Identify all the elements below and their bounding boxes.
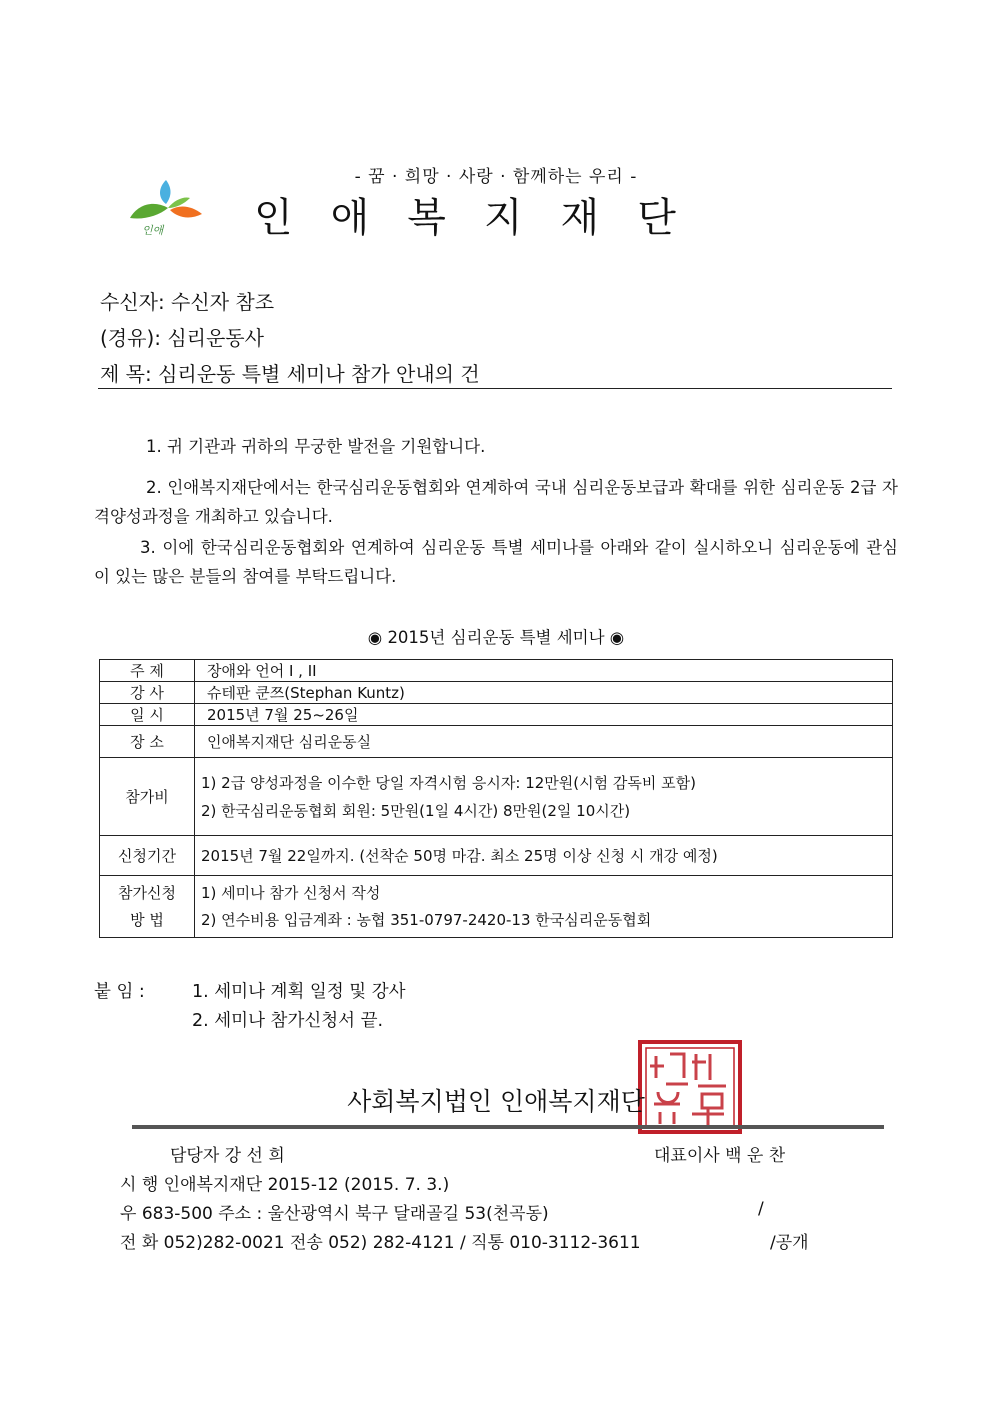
contact-person: 담당자 강 선 희	[170, 1146, 285, 1166]
period-value: 2015년 7월 22일까지. (선착순 50명 마감. 최소 25명 이상 신청 시 개강 예정)	[195, 836, 893, 876]
row-value: 인애복지재단 심리운동실	[195, 726, 893, 758]
attachment-item-1: 1. 세미나 계획 일정 및 강사	[192, 982, 406, 1002]
foundation-logo	[128, 172, 208, 242]
row-key: 일 시	[100, 704, 195, 726]
table-row-method	[100, 876, 893, 938]
fee-line-2: 2) 한국심리운동협회 회원: 5만원(1일 4시간) 8만원(2일 10시간)	[201, 801, 631, 820]
fee-key: 참가비	[100, 758, 195, 836]
row-key: 주 제	[100, 660, 195, 682]
address-separator: /	[758, 1199, 764, 1219]
recipient-line: 수신자: 수신자 참조	[100, 290, 275, 314]
seminar-heading: ◉ 2015년 심리운동 특별 세미나 ◉	[367, 628, 625, 647]
logo-leaf-blue	[160, 180, 171, 204]
subject-line: 제 목: 심리운동 특별 세미나 참가 안내의 건	[100, 362, 480, 386]
table-row-period	[100, 836, 893, 876]
header-divider	[98, 388, 892, 389]
logo-leaf-green-small	[168, 197, 190, 208]
sender-name: 사회복지법인 인애복지재단	[347, 1087, 645, 1116]
seminar-info-table	[99, 659, 893, 938]
slogan: - 꿈 · 희망 · 사랑 · 함께하는 우리 -	[354, 167, 638, 187]
method-line-1: 1) 세미나 참가 신청서 작성	[201, 883, 381, 902]
via-line: (경유): 심리운동사	[100, 326, 264, 350]
postal-address: 우 683-500 주소 : 울산광역시 북구 달래골길 53(천곡동)	[120, 1204, 549, 1224]
table-row-fee	[100, 758, 893, 836]
row-key: 강 사	[100, 682, 195, 704]
row-value: 슈테판 쿤쯔(Stephan Kuntz)	[195, 682, 893, 704]
method-key-1: 참가신청	[118, 883, 176, 902]
paragraph-3: 3. 이에 한국심리운동협회와 연계하여 심리운동 특별 세미나를 아래와 같이 실시하오니 심리운동에 관심이 있는 많은 분들의 참여를 부탁드립니다.	[94, 538, 898, 586]
paragraph-1: 1. 귀 기관과 귀하의 무궁한 발전을 기원합니다.	[146, 437, 486, 456]
row-value: 장애와 언어 I , II	[195, 660, 893, 682]
visibility-status: /공개	[770, 1233, 809, 1253]
logo-leaf-orange	[170, 207, 202, 218]
attachment-item-2: 2. 세미나 참가신청서 끝.	[192, 1011, 384, 1031]
organization-title: 인애복지재단	[254, 195, 714, 241]
table-row	[100, 726, 893, 758]
logo-leaf-green	[130, 204, 168, 219]
attachment-label: 붙 임 :	[94, 982, 145, 1002]
document-number: 시 행 인애복지재단 2015-12 (2015. 7. 3.)	[120, 1175, 450, 1195]
method-key-2: 방 법	[130, 910, 164, 929]
row-value: 2015년 7월 25~26일	[195, 704, 893, 726]
logo-text: 인애	[142, 224, 164, 237]
table-row	[100, 660, 893, 682]
paragraph-2: 2. 인애복지재단에서는 한국심리운동협회와 연계하여 국내 심리운동보급과 확대를 위한 심리운동 2급 자격양성과정을 개최하고 있습니다.	[94, 478, 898, 526]
table-row	[100, 704, 893, 726]
phone-line: 전 화 052)282-0021 전송 052) 282-4121 / 직통 010-3112-3611	[120, 1233, 641, 1253]
representative: 대표이사 백 운 찬	[654, 1146, 786, 1166]
row-key: 장 소	[100, 726, 195, 758]
footer-divider	[132, 1125, 884, 1129]
fee-line-1: 1) 2급 양성과정을 이수한 당일 자격시험 응시자: 12만원(시험 감독비 포함)	[201, 773, 696, 792]
table-row	[100, 682, 893, 704]
method-line-2: 2) 연수비용 입금계좌 : 농협 351-0797-2420-13 한국심리운동협회	[201, 910, 652, 929]
period-key: 신청기간	[100, 836, 195, 876]
